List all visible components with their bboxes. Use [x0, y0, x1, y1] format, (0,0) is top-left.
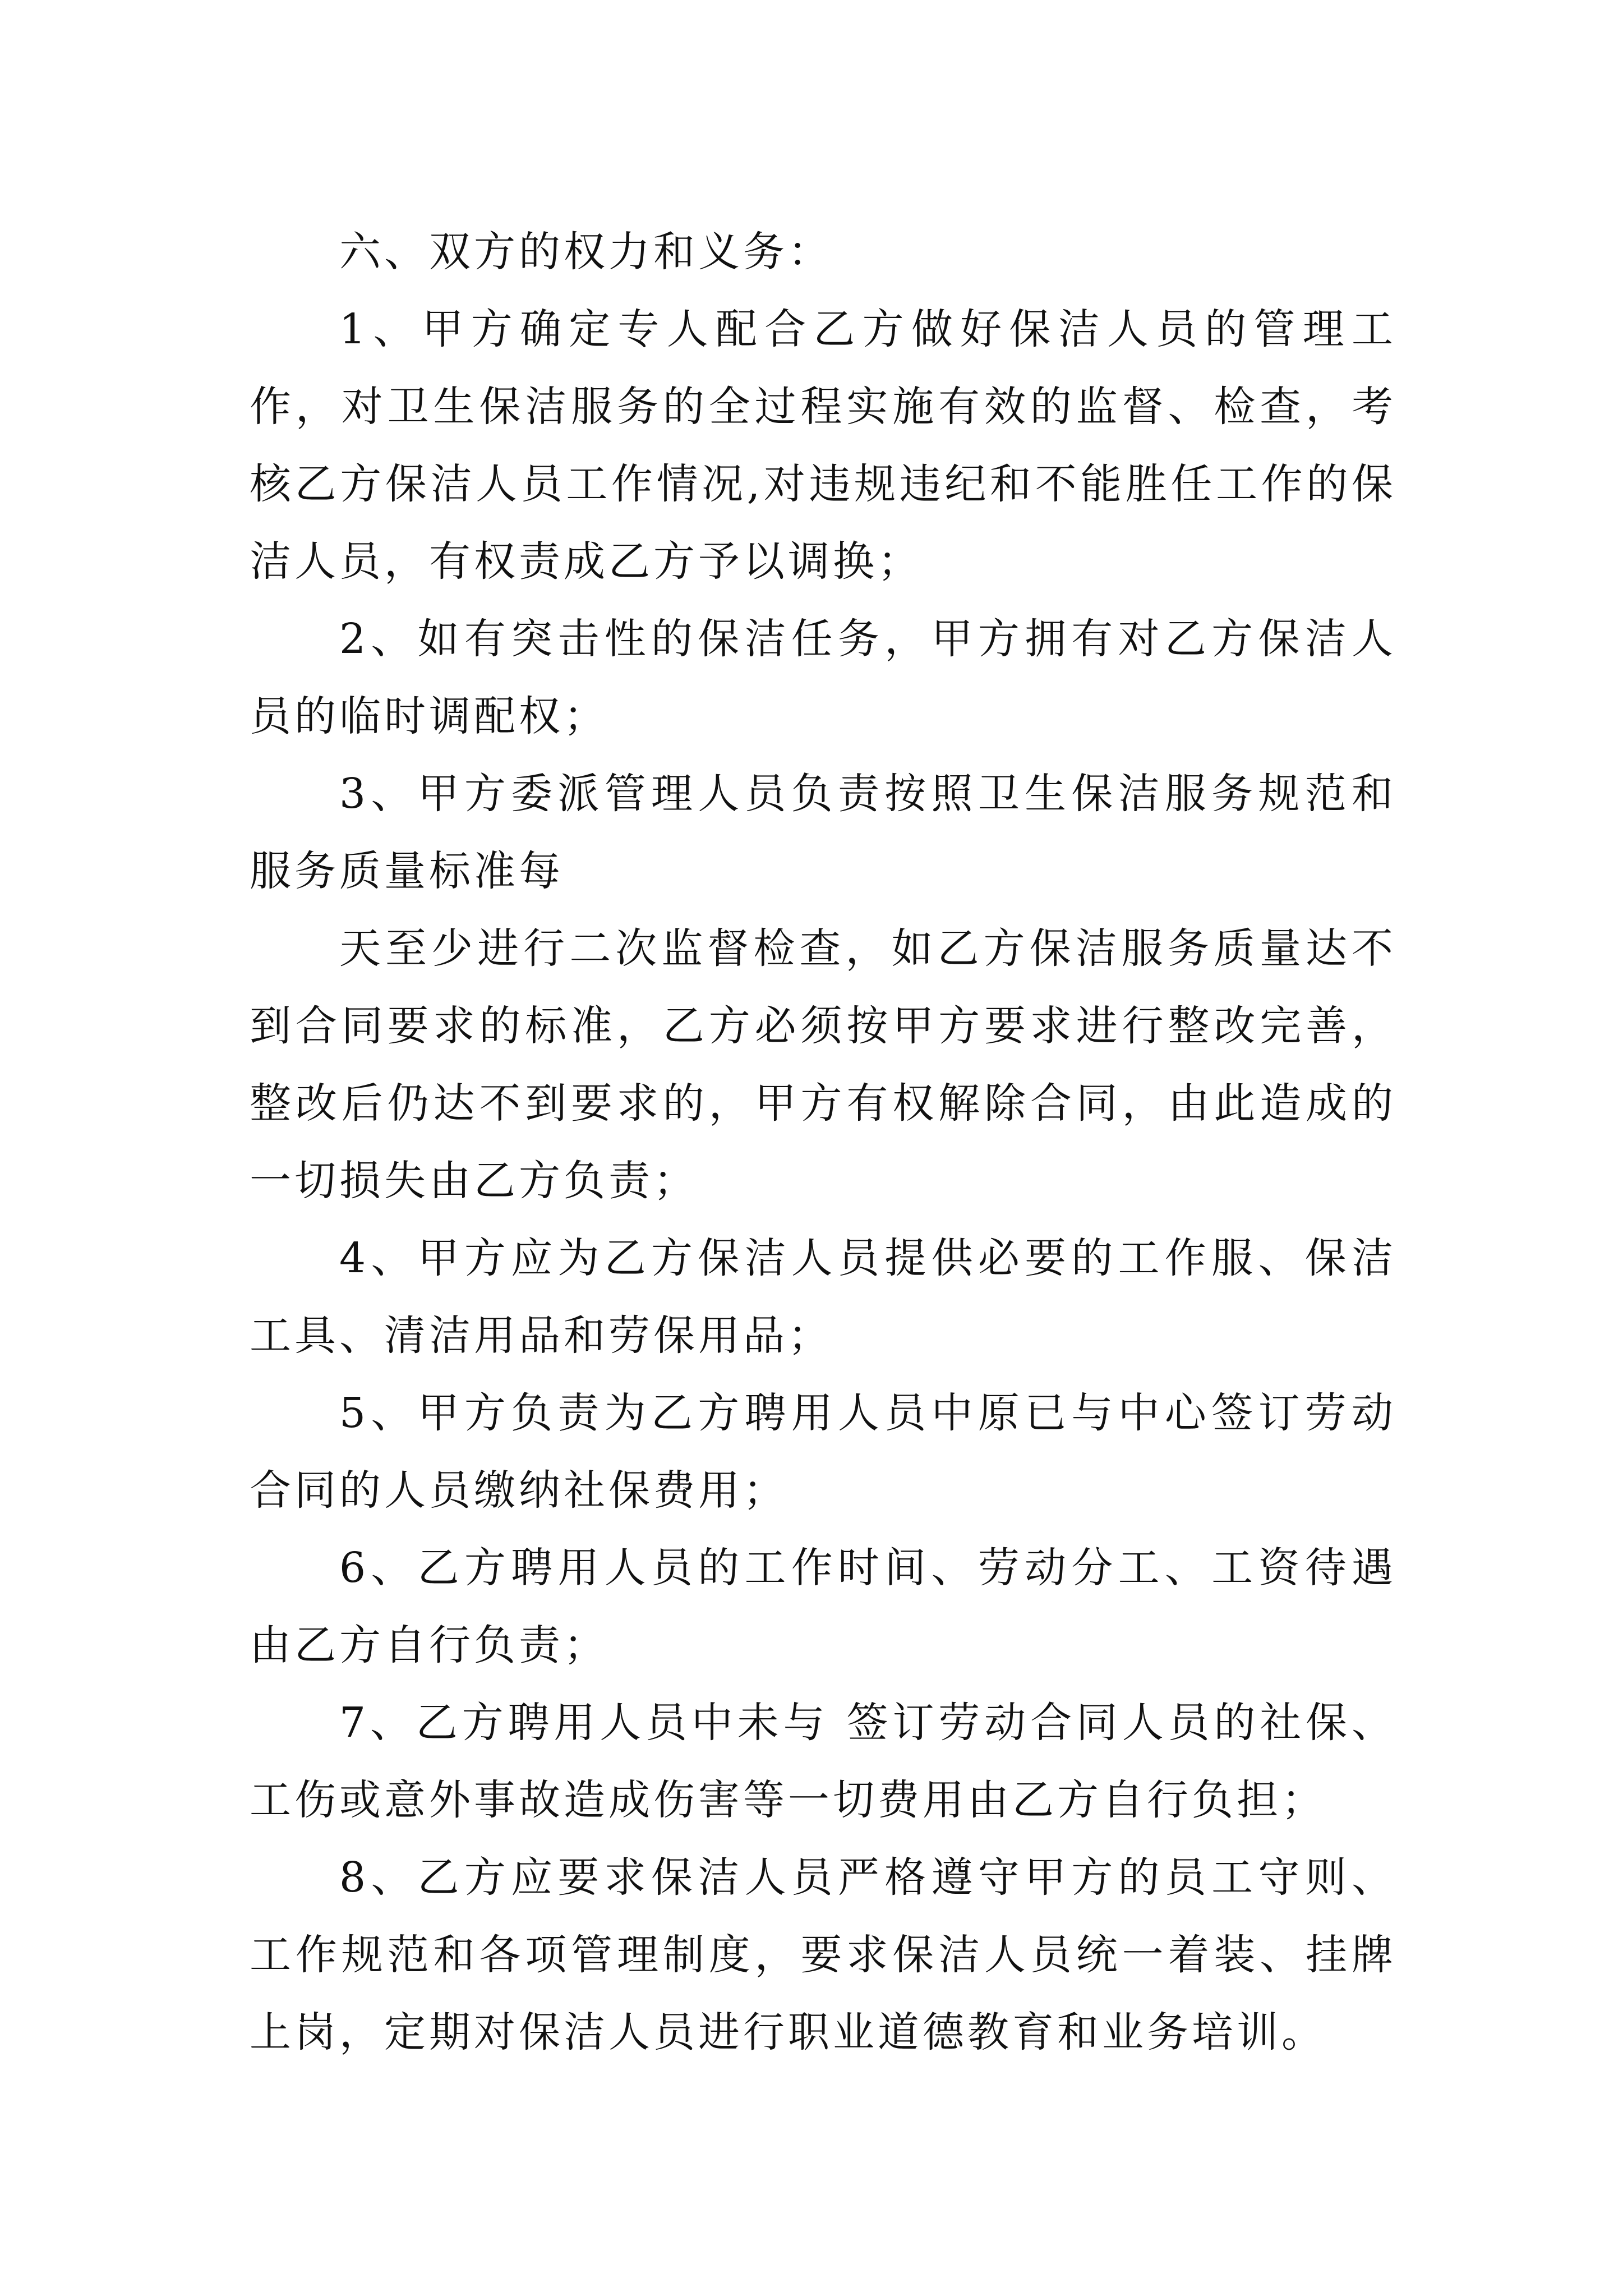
clause-1: 1、甲方确定专人配合乙方做好保洁人员的管理工作，对卫生保洁服务的全过程实施有效的监督、检查，考核乙方保洁人员工作情况,对违规违纪和不能胜任工作的保洁人员，有权责成乙方予以调换；: [250, 305, 1396, 586]
clause-7: 7、乙方聘用人员中未与 签订劳动合同人员的社保、工伤或意外事故造成伤害等一切费用由乙方自行负担；: [250, 1699, 1396, 1824]
clause-4: 4、甲方应为乙方保洁人员提供必要的工作服、保洁工具、清洁用品和劳保用品；: [250, 1234, 1396, 1360]
clause-6: 6、乙方聘用人员的工作时间、劳动分工、工资待遇由乙方自行负责；: [250, 1544, 1396, 1669]
section-heading: 六、双方的权力和义务：: [339, 228, 833, 276]
clause-8: 8、乙方应要求保洁人员严格遵守甲方的员工守则、工作规范和各项管理制度，要求保洁人员统一着装、挂牌上岗，定期对保洁人员进行职业道德教育和业务培训。: [250, 1853, 1396, 2056]
clause-2: 2、如有突击性的保洁任务，甲方拥有对乙方保洁人员的临时调配权；: [250, 615, 1396, 740]
document-body: [250, 213, 1396, 2071]
clause-3-part-1: 3、甲方委派管理人员负责按照卫生保洁服务规范和服务质量标准每: [250, 770, 1396, 895]
clause-5: 5、甲方负责为乙方聘用人员中原已与中心签订劳动合同的人员缴纳社保费用；: [250, 1389, 1396, 1515]
clause-3-part-2: 天至少进行二次监督检查，如乙方保洁服务质量达不到合同要求的标准，乙方必须按甲方要求进行整改完善，整改后仍达不到要求的，甲方有权解除合同，由此造成的一切损失由乙方负责；: [250, 924, 1396, 1205]
